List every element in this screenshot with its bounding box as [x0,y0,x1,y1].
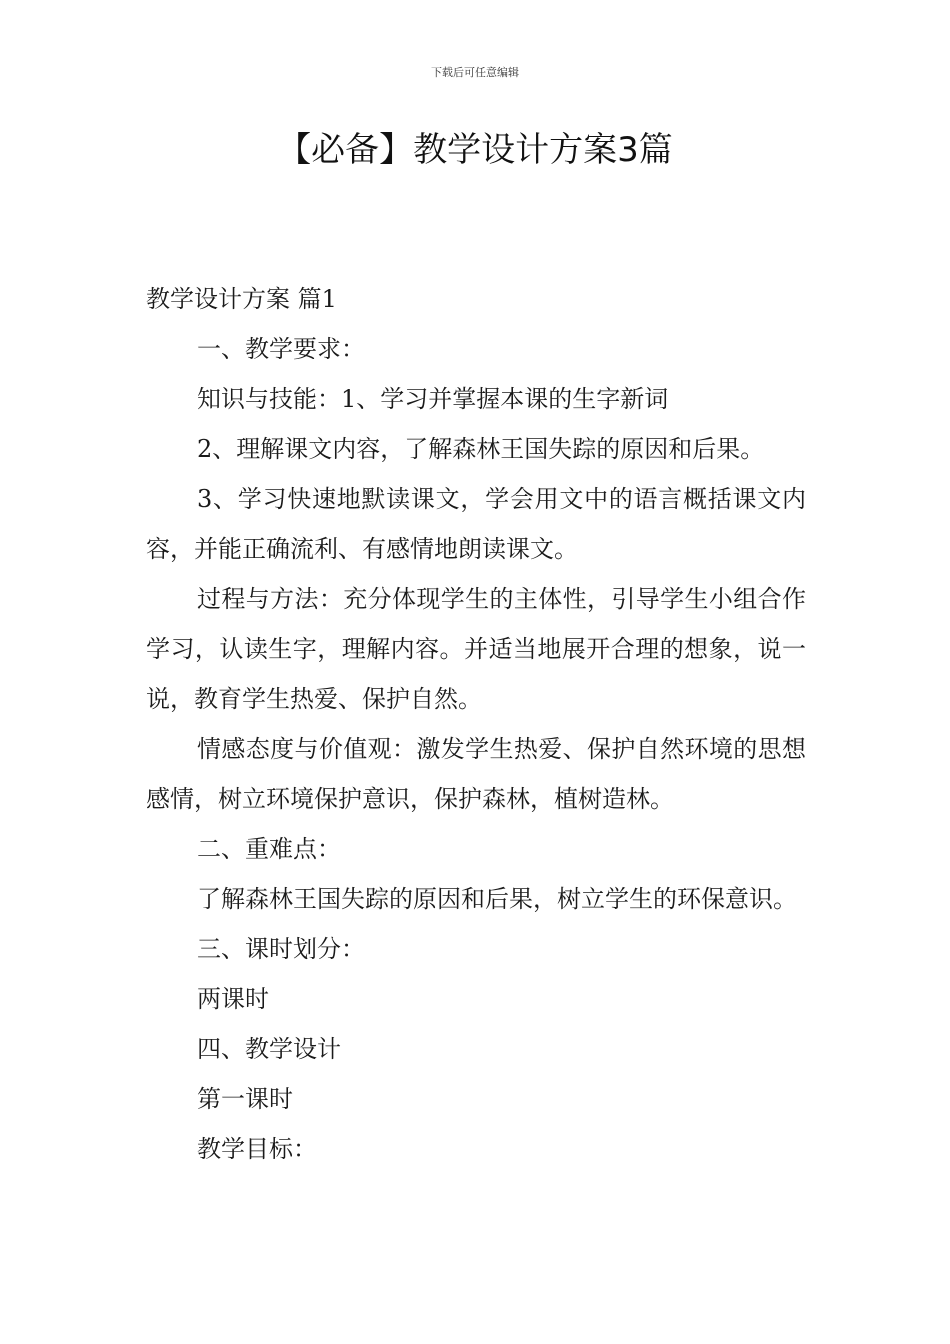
paragraph: 2、理解课文内容，了解森林王国失踪的原因和后果。 [197,435,765,463]
paragraph: 了解森林王国失踪的原因和后果，树立学生的环保意识。 [197,885,797,913]
paragraph: 四、教学设计 [197,1035,341,1063]
paragraph: 过程与方法：充分体现学生的主体性，引导学生小组合作学习，认读生字，理解内容。并适当地展开合理的想象，说一说，教育学生热爱、保护自然。 [146,585,806,713]
paragraph: 3、学习快速地默读课文，学会用文中的语言概括课文内容，并能正确流利、有感情地朗读课文。 [146,485,806,563]
section-heading: 教学设计方案 篇1 [146,285,337,313]
document-body [146,274,806,1174]
document-title: 【必备】教学设计方案3篇 [277,130,673,170]
paragraph: 二、重难点： [197,835,341,863]
paragraph: 知识与技能：1、学习并掌握本课的生字新词 [197,385,669,413]
header-note: 下载后可任意编辑 [431,66,519,79]
paragraph: 两课时 [197,985,269,1013]
paragraph: 一、教学要求： [197,335,365,363]
paragraph: 教学目标： [197,1135,317,1163]
paragraph: 第一课时 [197,1085,293,1113]
paragraph: 情感态度与价值观：激发学生热爱、保护自然环境的思想感情，树立环境保护意识，保护森林，植树造林。 [146,735,806,813]
paragraph: 三、课时划分： [197,935,365,963]
